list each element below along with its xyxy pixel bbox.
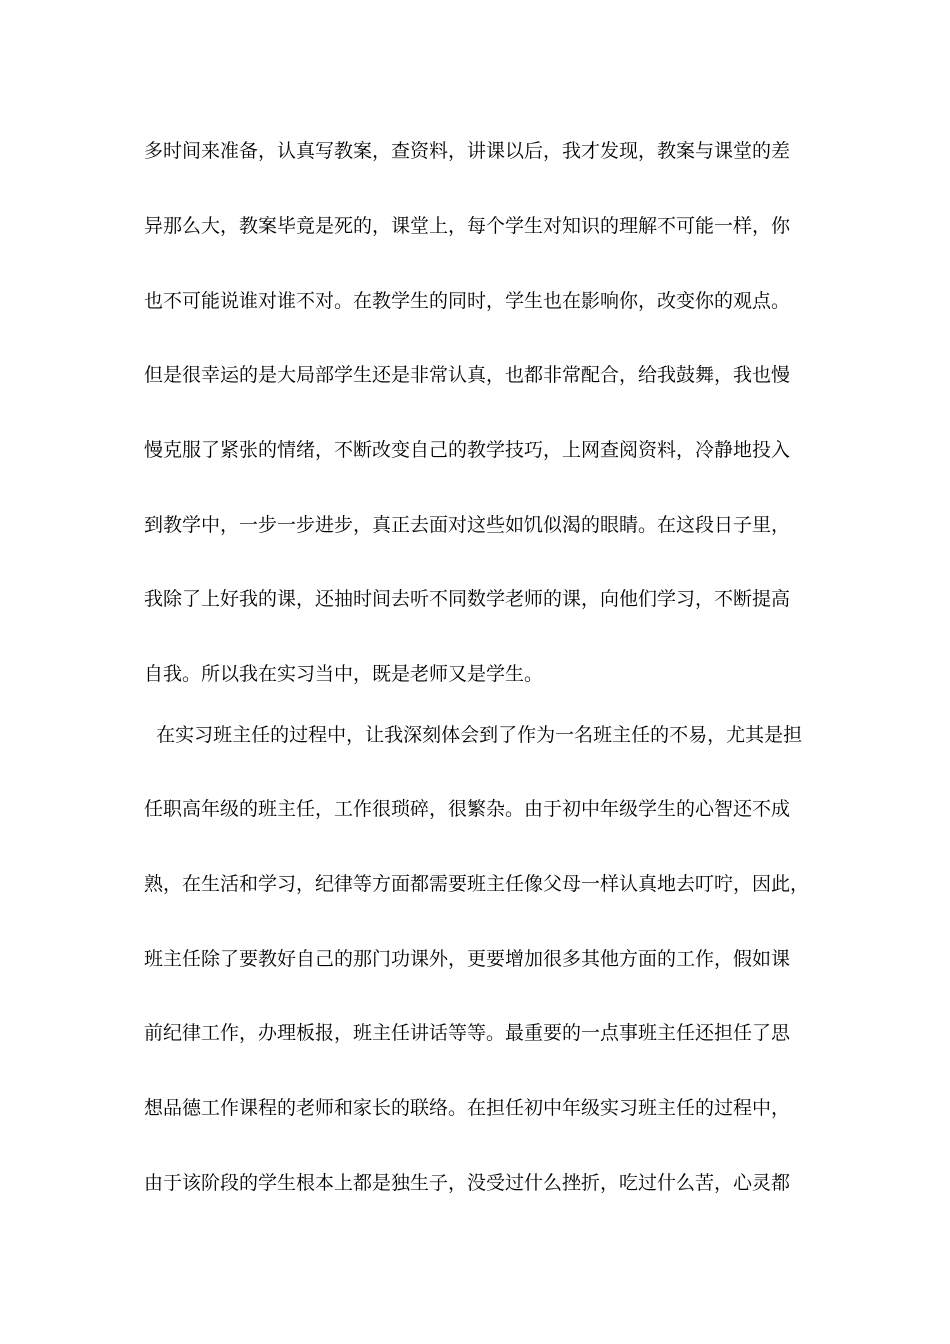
text-line: 但是很幸运的是大局部学生还是非常认真，也都非常配合，给我鼓舞，我也慢 <box>144 364 791 386</box>
text-line: 班主任除了要教好自己的那门功课外，更要增加很多其他方面的工作，假如课 <box>144 948 791 970</box>
text-line: 多时间来准备，认真写教案，查资料，讲课以后，我才发现，教案与课堂的差 <box>144 140 791 162</box>
text-line: 熟，在生活和学习，纪律等方面都需要班主任像父母一样认真地去叮咛，因此， <box>144 873 810 895</box>
text-line: 前纪律工作，办理板报，班主任讲话等等。最重要的一点事班主任还担任了思 <box>144 1022 791 1044</box>
text-line: 慢克服了紧张的情绪，不断改变自己的教学技巧，上网查阅资料，冷静地投入 <box>144 439 791 461</box>
text-line: 由于该阶段的学生根本上都是独生子，没受过什么挫折，吃过什么苦，心灵都 <box>144 1172 791 1194</box>
text-line: 异那么大，教案毕竟是死的，课堂上，每个学生对知识的理解不可能一样，你 <box>144 215 791 237</box>
text-line: 到教学中，一步一步进步，真正去面对这些如饥似渴的眼睛。在这段日子里， <box>144 514 791 536</box>
text-line: 我除了上好我的课，还抽时间去听不同数学老师的课，向他们学习，不断提高 <box>144 588 791 610</box>
text-line: 也不可能说谁对谁不对。在教学生的同时，学生也在影响你，改变你的观点。 <box>144 290 791 312</box>
text-line: 想品德工作课程的老师和家长的联络。在担任初中年级实习班主任的过程中， <box>144 1097 791 1119</box>
text-line: 自我。所以我在实习当中，既是老师又是学生。 <box>144 663 544 685</box>
text-line: 在实习班主任的过程中，让我深刻体会到了作为一名班主任的不易，尤其是担 <box>144 724 803 746</box>
text-line: 任职高年级的班主任，工作很琐碎，很繁杂。由于初中年级学生的心智还不成 <box>144 798 791 820</box>
